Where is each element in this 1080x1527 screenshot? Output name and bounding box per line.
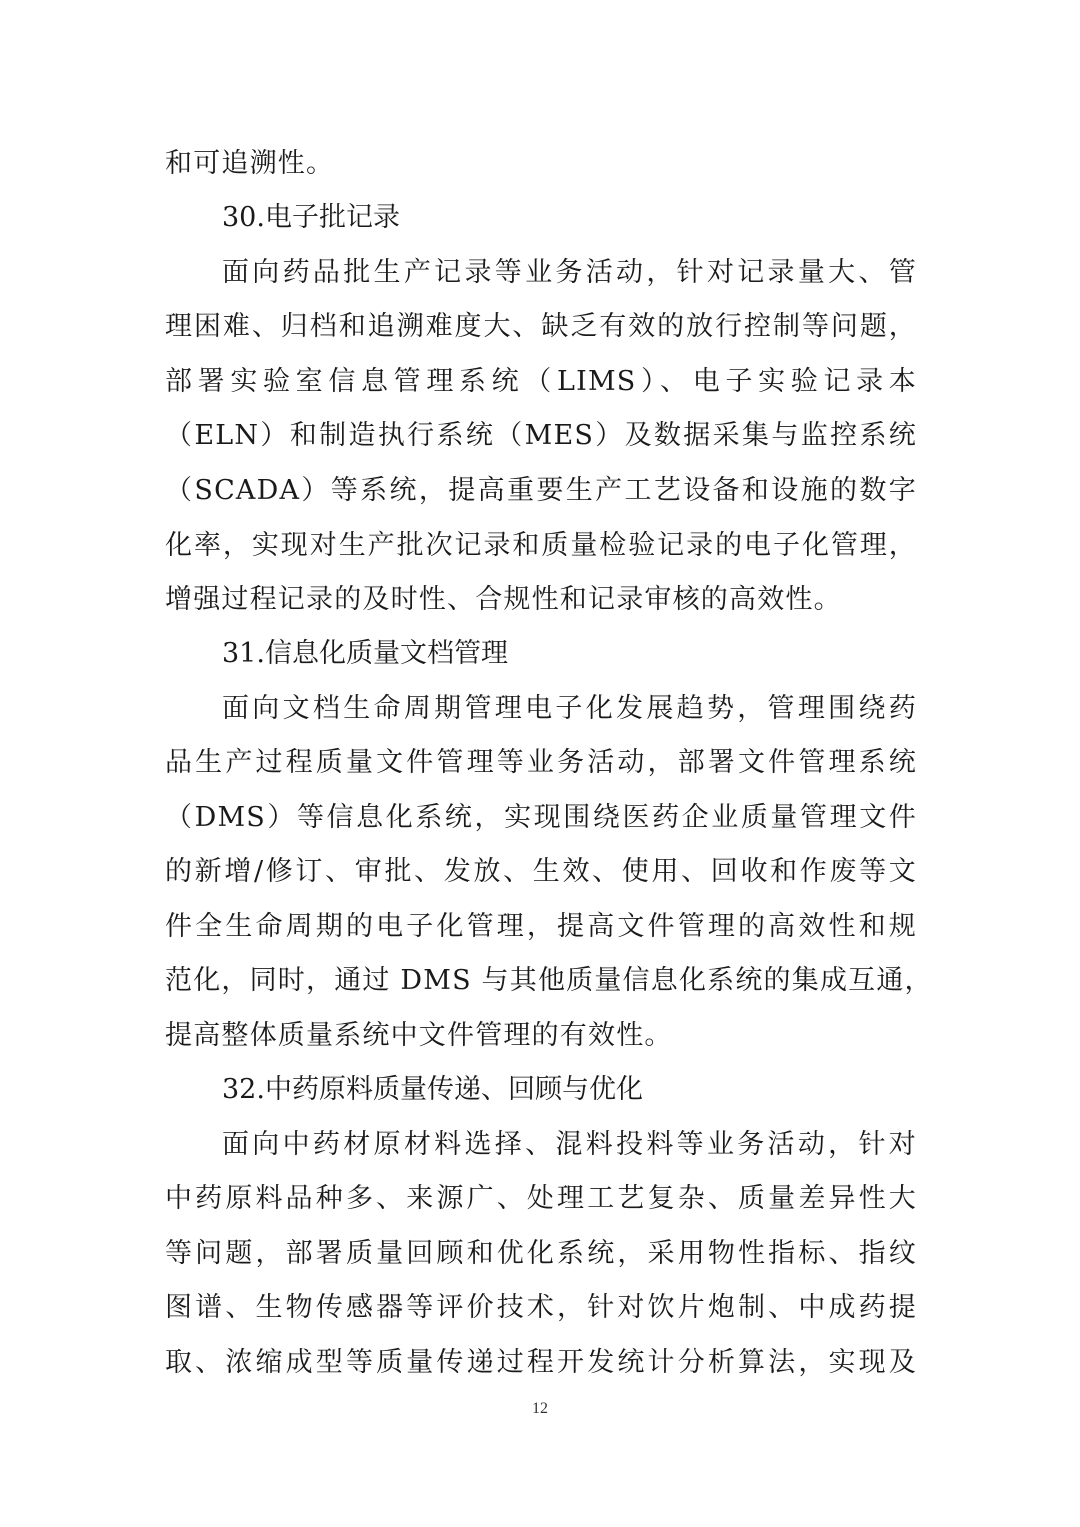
paragraph-line: 件全生命周期的电子化管理，提高文件管理的高效性和规 (165, 911, 917, 942)
paragraph-line: 等问题，部署质量回顾和优化系统，采用物性指标、指纹 (165, 1238, 917, 1269)
page-number: 12 (532, 1400, 548, 1417)
section-heading-30: 30.电子批记录 (222, 202, 400, 233)
section-heading-32: 32.中药原料质量传递、回顾与优化 (222, 1074, 643, 1105)
paragraph-line: 取、浓缩成型等质量传递过程开发统计分析算法，实现及 (165, 1347, 917, 1378)
paragraph-line: 面向药品批生产记录等业务活动，针对记录量大、管 (222, 257, 917, 288)
paragraph-line: 部署实验室信息管理系统（LIMS）、电子实验记录本 (165, 366, 917, 397)
paragraph-line: 面向文档生命周期管理电子化发展趋势，管理围绕药 (222, 693, 917, 724)
paragraph-line: 图谱、生物传感器等评价技术，针对饮片炮制、中成药提 (165, 1292, 917, 1323)
paragraph-line: 理困难、归档和追溯难度大、缺乏有效的放行控制等问题， (165, 311, 917, 342)
paragraph-line: 范化，同时，通过 DMS 与其他质量信息化系统的集成互通， (165, 965, 933, 996)
paragraph-line: 化率，实现对生产批次记录和质量检验记录的电子化管理， (165, 530, 917, 561)
section-heading-31: 31.信息化质量文档管理 (222, 638, 508, 669)
paragraph-line: （SCADA）等系统，提高重要生产工艺设备和设施的数字 (165, 475, 917, 506)
paragraph-line: 中药原料品种多、来源广、处理工艺复杂、质量差异性大 (165, 1183, 917, 1214)
paragraph-line: （DMS）等信息化系统，实现围绕医药企业质量管理文件 (165, 802, 917, 833)
paragraph-line: 的新增/修订、审批、发放、生效、使用、回收和作废等文 (165, 856, 917, 887)
paragraph-line: （ELN）和制造执行系统（MES）及数据采集与监控系统 (165, 420, 917, 451)
paragraph-line: 增强过程记录的及时性、合规性和记录审核的高效性。 (165, 584, 842, 615)
paragraph-line: 提高整体质量系统中文件管理的有效性。 (165, 1020, 673, 1051)
paragraph-line: 面向中药材原材料选择、混料投料等业务活动，针对 (222, 1129, 917, 1160)
paragraph-line: 和可追溯性。 (165, 148, 335, 179)
paragraph-line: 品生产过程质量文件管理等业务活动，部署文件管理系统 (165, 747, 917, 778)
